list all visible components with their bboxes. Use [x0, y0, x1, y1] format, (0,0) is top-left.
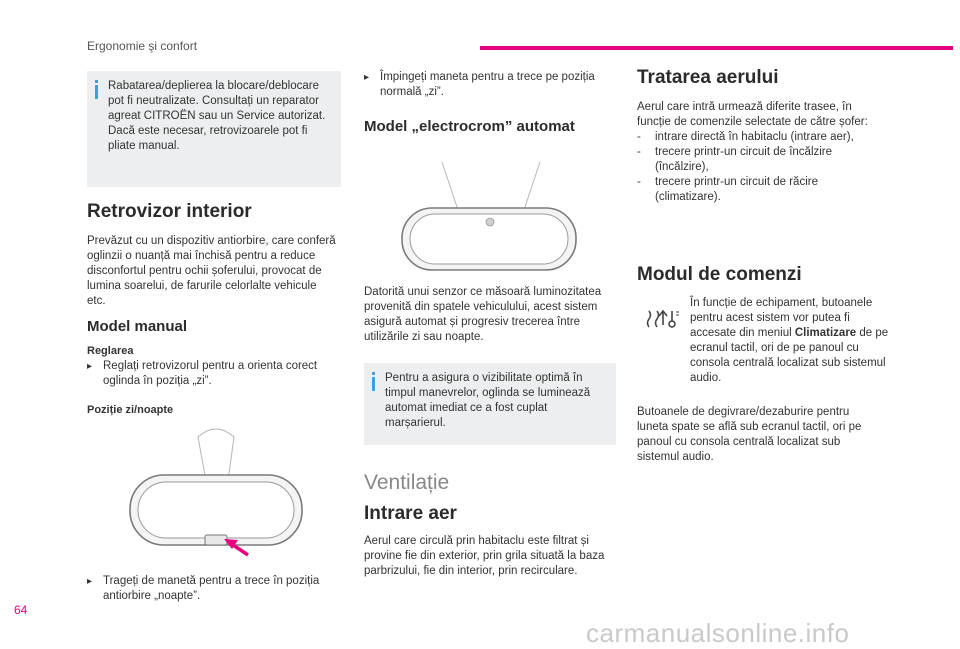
header-accent-bar [480, 46, 953, 50]
manual-mirror-illustration [128, 423, 308, 563]
air-treatment-title: Tratarea aerului [637, 67, 779, 88]
adjust-label: Reglarea [87, 345, 134, 357]
electrochrome-title: Model „electrocrom” automat [364, 118, 575, 135]
day-bullet [364, 70, 614, 102]
arrow-bullet-icon: ▸ [87, 361, 93, 372]
night-bullet-text: Trageți de manetă pentru a trece în poziția antiorbire „noapte”. [103, 575, 320, 602]
controls-text: În funcție de echipament, butoanele pentru acest sistem vor putea fi accesate din meniul Climatizare de pe ecranul tactil, ori de pe panoul cu consola centrală localizat sub sistemul audio. [690, 297, 889, 384]
electrochrome-text: Datorită unui senzor ce măsoară luminozitatea provenită din spatele vehiculului, acest sistem asigură automat și progresiv trecerea între utilizările zi sau noapte. [364, 286, 602, 343]
manual-model-title: Model manual [87, 318, 188, 335]
info-note-folding [87, 71, 341, 187]
page-number: 64 [14, 603, 28, 617]
arrow-bullet-icon: ▸ [87, 576, 93, 587]
reverse-note-text: Pentru a asigura o vizibilitate optimă în timpul manevrelor, oglinda se luminează automat imediat ce a fost cuplat marșarierul. [385, 372, 591, 429]
adjust-bullet [87, 359, 337, 391]
running-header: Ergonomie şi confort [87, 39, 198, 53]
info-note-reverse [364, 363, 616, 445]
electrochrome-mirror-illustration [400, 160, 580, 275]
climate-controls-icon [646, 307, 682, 329]
ventilation-title: Ventilație [364, 471, 450, 494]
arrow-bullet-icon: ▸ [364, 72, 370, 83]
note-text: Rabatarea/deplierea la blocare/deblocare pot fi neutralizate. Consultați un reparator agreat CITROËN sau un Service autorizat. Dacă este necesar, retrovizoarele pot fi pliate manual. [108, 80, 326, 152]
controls-title: Modul de comenzi [637, 264, 802, 285]
day-bullet-text: Împingeți maneta pentru a trece pe poziția normală „zi”. [380, 71, 595, 98]
air-treatment-intro: Aerul care intră urmează diferite trasee, în funcție de comenzile selectate de către șofer: [637, 101, 868, 128]
adjust-bullet-text: Reglați retrovizorul pentru a orienta corect oglinda în poziția „zi”. [103, 360, 318, 387]
climatizare-menu-name: Climatizare [794, 327, 857, 339]
watermark: carmanualsonline.info [586, 618, 850, 648]
day-night-label: Poziție zi/noapte [87, 404, 174, 416]
air-intake-text: Aerul care circulă prin habitaclu este filtrat și provine fie din exterior, prin grila situată la baza parbrizului, fie din interior, prin recirculare. [364, 535, 605, 577]
interior-mirror-intro: Prevăzut cu un dispozitiv antiorbire, care conferă oglinzii o nuanță mai închisă pentru a reduce disconfortul pentru ochii șoferului, provocat de lumina soarelui, de farurile celorlalte vehicule etc. [87, 235, 336, 307]
night-bullet [87, 574, 337, 606]
air-intake-title: Intrare aer [364, 503, 457, 524]
air-treatment-list: - intrare directă în habitaclu (intrare aer), - trecere printr-un circuit de încălzire (încălzire), - trecere printr-un circuit de răcire (climatizare). [637, 131, 854, 203]
section-title-interior-mirror: Retrovizor interior [87, 201, 252, 222]
defog-text: Butoanele de degivrare/dezaburire pentru luneta spate se află sub ecranul tactil, ori pe panoul cu consola centrală localizat sub sistemul audio. [637, 406, 862, 463]
